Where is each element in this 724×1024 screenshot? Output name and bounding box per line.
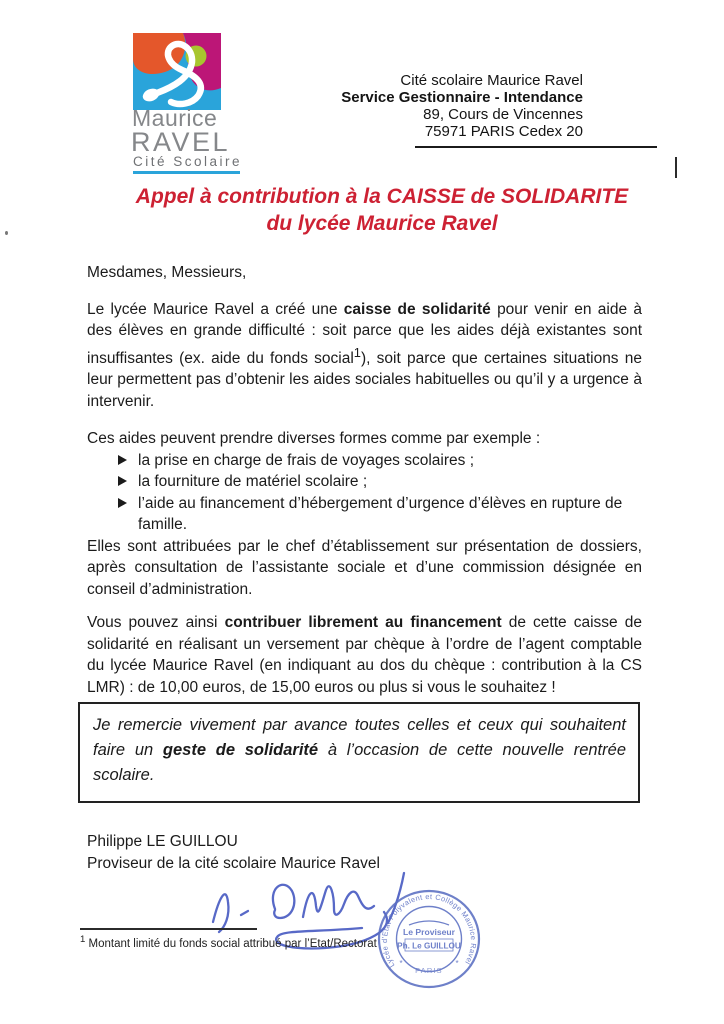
stamp-center-line1: Le Proviseur bbox=[402, 927, 456, 937]
paragraph-attribution: Elles sont attribuées par le chef d’établissement sur présentation de dossiers, après consultation de l’assistante sociale et d’une commission désignée en conseil d’administration. bbox=[87, 537, 642, 598]
text-segment: pour venir en aide à des élèves en grande difficulté : soit parce que les aides déjà existantes sont insuffisantes (ex. aide du fonds social bbox=[87, 300, 642, 367]
text-segment: Je remercie vivement par avance toutes celles et ceux qui souhaitent faire un bbox=[93, 716, 626, 760]
logo-subtitle: Cité Scolaire bbox=[133, 154, 243, 169]
aid-forms-section bbox=[87, 428, 642, 600]
school-logo-icon bbox=[133, 33, 221, 110]
arrow-bullet-icon bbox=[118, 455, 127, 465]
signer-name: Philippe LE GUILLOU bbox=[87, 833, 238, 851]
bold-segment: geste de solidarité bbox=[162, 741, 319, 760]
list-item-text: la fourniture de matériel scolaire ; bbox=[138, 473, 368, 491]
title-line2: du lycée Maurice Ravel bbox=[266, 212, 498, 235]
logo-name-line1: Maurice bbox=[132, 105, 218, 131]
text-segment: de cette caisse de solidarité en réalisant un versement par chèque à l’ordre de l’agent comptable du lycée Maurice Ravel (en indiquant au dos du chèque : contribution à la CS LMR) : de 10,00 euros, de 15,00 euros ou plus si vous le souhaitez ! bbox=[87, 614, 642, 696]
title-line1: Appel à contribution à la CAISSE de SOLIDARITE bbox=[135, 185, 629, 208]
stamp-star-left: * bbox=[399, 959, 403, 968]
stamp-bottom-text: PARIS bbox=[415, 966, 443, 975]
aid-list bbox=[87, 450, 642, 536]
sender-address bbox=[283, 72, 583, 140]
salutation: Mesdames, Messieurs, bbox=[87, 264, 247, 281]
logo-underline bbox=[133, 171, 240, 174]
stamp-star-right: * bbox=[455, 959, 459, 968]
signer-title: Proviseur de la cité scolaire Maurice Ravel bbox=[87, 854, 380, 872]
proviseur-stamp bbox=[374, 887, 484, 991]
text-segment: Le lycée Maurice Ravel a créé une bbox=[87, 300, 344, 318]
text-segment: Vous pouvez ainsi bbox=[87, 614, 225, 632]
list-item bbox=[87, 471, 642, 493]
footnote-separator bbox=[80, 928, 257, 930]
thanks-box bbox=[78, 702, 640, 803]
footnote-reference: 1 bbox=[353, 344, 361, 360]
list-item bbox=[87, 450, 642, 472]
paragraph-intro bbox=[87, 299, 642, 413]
aid-intro: Ces aides peuvent prendre diverses formes comme par exemple : bbox=[87, 430, 541, 448]
bold-segment: contribuer librement au financement bbox=[224, 614, 502, 632]
list-item-text: l’aide au financement d’hébergement d’urgence d’élèves en rupture de famille. bbox=[138, 494, 623, 534]
text-segment: à l’occasion de cette nouvelle rentrée scolaire. bbox=[93, 741, 626, 785]
sender-line-1: Cité scolaire Maurice Ravel bbox=[400, 72, 583, 89]
scan-artifact bbox=[675, 157, 677, 178]
stamp-ring-text: Lycée d'Etat Polyvalent et Collège Maurice Ravel bbox=[379, 891, 479, 970]
footnote-number: 1 bbox=[80, 934, 86, 945]
address-separator-line bbox=[415, 146, 657, 148]
list-item-text: la prise en charge de frais de voyages scolaires ; bbox=[138, 451, 475, 469]
list-item bbox=[87, 493, 642, 536]
footnote bbox=[80, 934, 377, 950]
text-segment: ), soit parce que certaines situations ne leur permettent pas d’obtenir les aides sociales habituelles ou qu’il y a urgence à intervenir. bbox=[87, 349, 642, 410]
footnote-text: Montant limité du fonds social attribué par l’Etat/Rectorat bbox=[85, 937, 377, 950]
arrow-bullet-icon bbox=[118, 476, 127, 486]
sender-line-3: 89, Cours de Vincennes bbox=[423, 106, 583, 123]
sender-line-4: 75971 PARIS Cedex 20 bbox=[424, 123, 583, 140]
letter-body bbox=[87, 248, 642, 874]
logo-name-line2: RAVEL bbox=[131, 127, 231, 157]
letter-title bbox=[0, 183, 724, 237]
sender-line-2: Service Gestionnaire - Intendance bbox=[341, 89, 583, 106]
arrow-bullet-icon bbox=[118, 498, 127, 508]
stamp-center-line2: Ph. Le GUILLOU bbox=[397, 941, 461, 951]
bold-segment: caisse de solidarité bbox=[343, 300, 491, 318]
paragraph-contribution bbox=[87, 612, 642, 698]
